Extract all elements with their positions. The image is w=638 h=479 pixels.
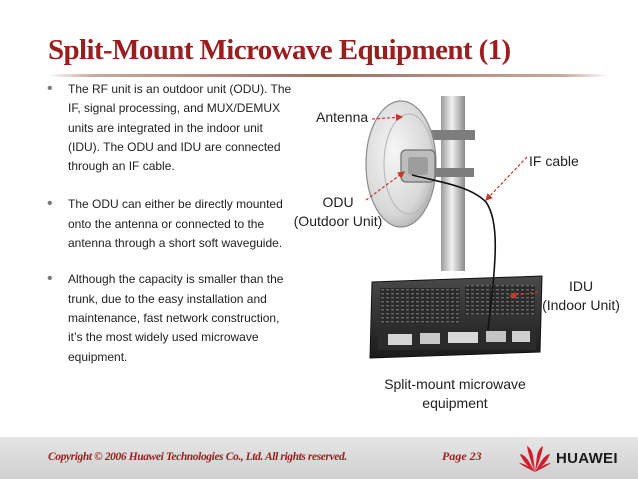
odu-panel: [408, 157, 428, 175]
idu-module-1: [388, 334, 412, 345]
brand-name: HUAWEI: [556, 450, 618, 467]
idu-label: [526, 277, 636, 315]
idu-vent-left: [380, 288, 460, 324]
slide-title: Split-Mount Microwave Equipment (1): [48, 34, 511, 66]
if-cable-label: IF cable: [529, 153, 579, 169]
idu-label-line1: IDU: [568, 278, 594, 294]
slide-footer: [0, 437, 638, 479]
odu-label: [288, 193, 388, 231]
idu-module-2: [420, 333, 440, 344]
split-mount-caption-line2: equipment: [422, 395, 488, 411]
split-mount-caption-line1: Split-mount microwave: [384, 376, 526, 392]
mount-bracket-bottom: [430, 168, 474, 177]
idu-module-4: [486, 331, 506, 342]
bullet-item-3: • Although the capacity is smaller than the trunk, due to the easy installation and maintenance, fast network construction, it’s the most widely used microwave equipment.: [42, 270, 292, 366]
copyright-text: Copyright © 2006 Huawei Technologies Co., Ltd. All rights reserved.: [48, 451, 347, 463]
antenna-label: Antenna: [316, 109, 369, 125]
idu-vent-right: [465, 285, 535, 315]
idu-module-3: [448, 332, 478, 343]
bullet-item-1: • The RF unit is an outdoor unit (ODU). The IF, signal processing, and MUX/DEMUX units are integrated in the indoor unit (IDU). The ODU and IDU are connected through an IF cable.: [42, 80, 292, 176]
split-mount-caption: [370, 375, 540, 413]
page-number: Page 23: [442, 449, 482, 463]
idu-module-5: [512, 331, 530, 342]
bullet-item-2: • The ODU can either be directly mounted onto the antenna or connected to the antenna through a short soft waveguide.: [42, 195, 292, 253]
odu-label-line2: (Outdoor Unit): [293, 213, 383, 229]
huawei-logo-icon: [518, 442, 552, 474]
idu-label-line2: (Indoor Unit): [542, 297, 620, 313]
odu-label-line1: ODU: [322, 194, 354, 210]
if-cable-arrow: [486, 157, 527, 200]
